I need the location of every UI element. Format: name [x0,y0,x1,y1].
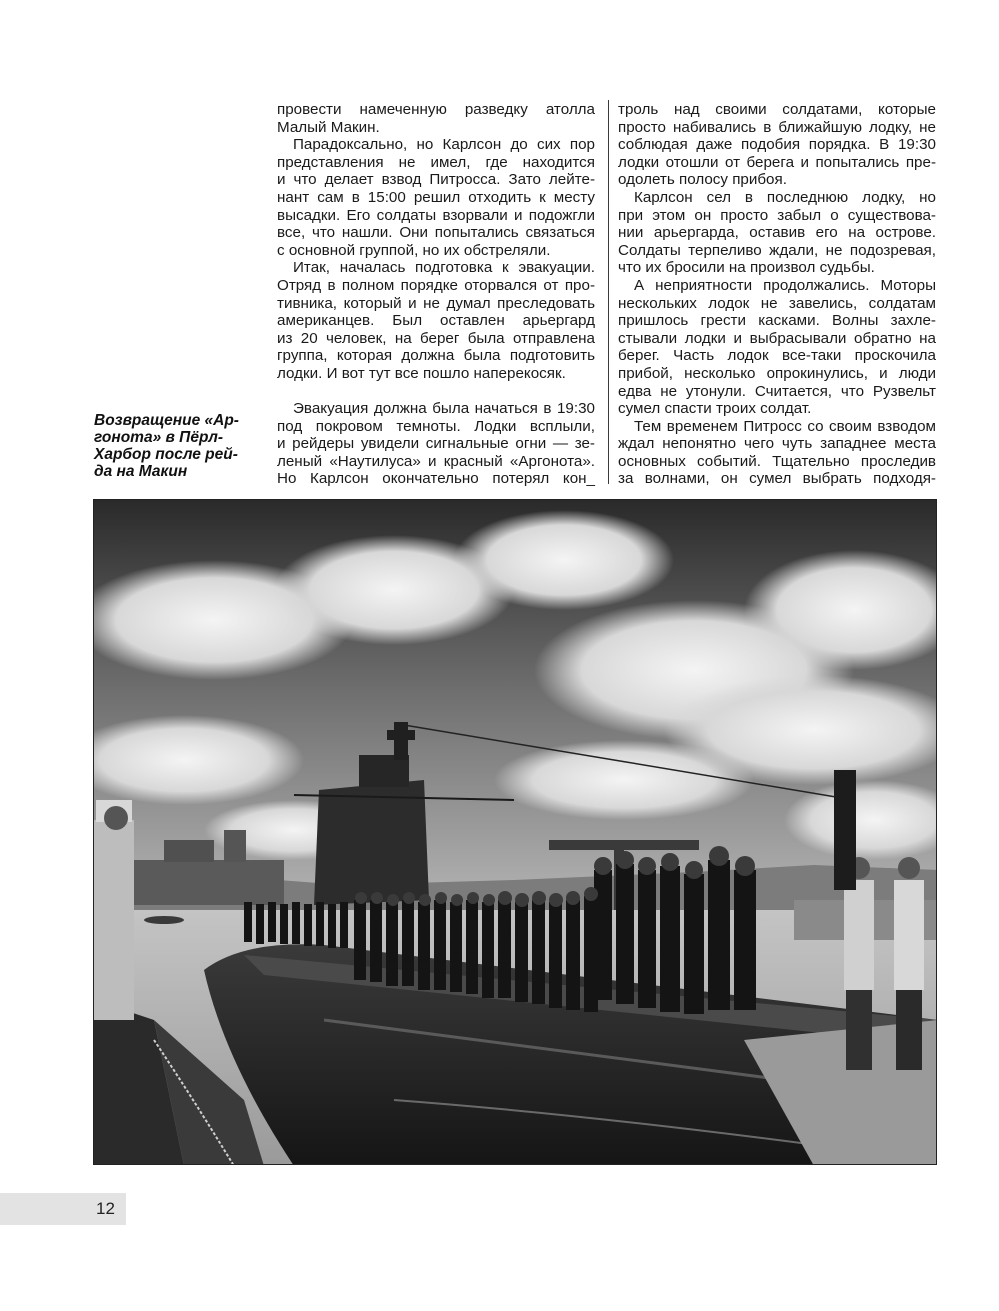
caption-line: да на Макин [94,463,188,480]
text-line: нескольких лодок не завелись, солдатам [618,294,936,312]
text-line: и рейдеры увидели сигнальные огни — зе- [277,435,595,453]
text-line: Карлсон сел в последнюю лодку, но [634,188,936,206]
text-line: берег. Часть лодок все-таки проскочила [618,347,936,365]
text-line: Малый Макин. [277,118,380,136]
text-line: просто набивались в ближайшую лодку, не [618,118,936,136]
text-line: все, что нашли. Они попытались связаться [277,224,595,242]
text-line: лодки отошли от берега и попытались пре- [618,153,936,171]
photo-caption [94,412,254,480]
text-line: и что делает взвод Питросса. Зато лейте- [277,171,595,189]
photo-illustration [94,500,937,1165]
text-line: под покровом темноты. Лодки всплыли, [277,417,595,435]
text-line: едва не утонули. Считается, что Рузвельт [618,382,936,400]
text-line: ждал непонятно чего чуть западнее места [618,435,936,453]
text-line: троль над своими солдатами, которые [618,101,936,118]
text-line: представления не имел, где находится [277,153,595,171]
text-line: Отряд в полном порядке оторвался от про- [277,276,595,294]
text-line: что их бросили на произвол судьбы. [618,259,875,277]
text-line: нант сам в 15:00 решил отходить к месту [277,188,595,206]
text-line: американцев. Был оставлен арьергард [277,312,595,330]
page-number: 12 [96,1199,115,1218]
text-line: группа, которая должна была подготовить [277,347,595,365]
text-line: пришлось грести касками. Волны захле- [618,312,936,330]
text-column-right [618,101,936,488]
text-line: А неприятности продолжались. Моторы [634,276,936,294]
text-line: лодки. И вот тут все пошло наперекосяк. [277,364,566,382]
text-line: Но Карлсон окончательно потерял кон_ [277,470,595,488]
text-line: стывали лодки и выбрасывали обратно на [618,329,936,347]
text-column-left [277,101,595,488]
text-line: нии арьергарда, оставив его на острове. [618,224,936,242]
text-line: основных событий. Тщательно проследив [618,452,936,470]
text-line: Итак, началась подготовка к эвакуации. [293,259,595,277]
text-line: сумел спасти троих солдат. [618,400,812,418]
column-divider [608,100,609,484]
text-line: за волнами, он сумел выбрать подходя- [618,470,936,488]
text-line: при этом он просто забыл о существова- [618,206,936,224]
text-line: из 20 человек, на берег была отправлена [277,329,595,347]
caption-line: гонота» в Пёрл- [94,429,224,446]
caption-line: Возвращение «Ар- [94,412,239,429]
text-line: Солдаты терпеливо ждали, не подозревая, [618,241,936,259]
text-line: Парадоксально, но Карлсон до сих пор [293,136,595,154]
text-line: Тем временем Питросс со своим взводом [634,417,936,435]
submarine-photo [93,499,937,1165]
text-line: одолеть полосу прибоя. [618,171,787,189]
caption-line: Харбор после рей- [94,446,238,463]
text-line: высадки. Его солдаты взорвали и подожгли [277,206,595,224]
text-line: тивника, который и не думал преследовать [277,294,595,312]
text-line: леный «Наутилуса» и красный «Аргонота». [277,452,595,470]
text-line: Эвакуация должна была начаться в 19:30 [293,400,595,418]
text-line: соблюдая даже подобия порядка. В 19:30 [618,136,936,154]
text-line: с основной группой, но их обстреляли. [277,241,551,259]
text-line: прибой, несколько опрокинулись, и люди [618,364,936,382]
text-line: провести намеченную разведку атолла [277,101,595,118]
